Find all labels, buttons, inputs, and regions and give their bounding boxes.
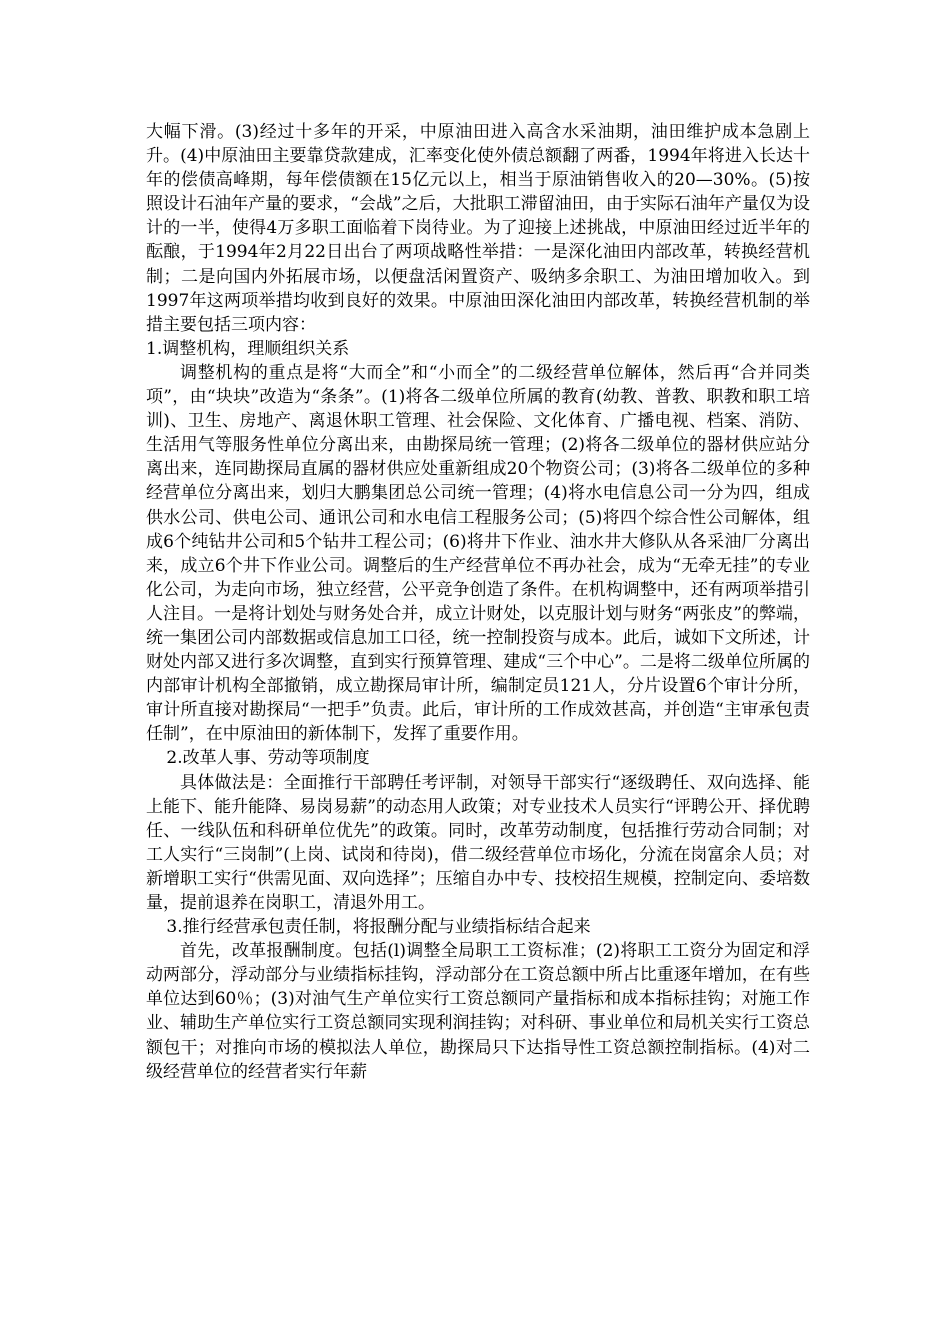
body-paragraph-4: 首先，改革报酬制度。包括(l)调整全局职工工资标准；(2)将职工工资分为固定和浮动两部分，浮动部分与业绩指标挂钩，浮动部分在工资总额中所占比重逐年增加，在有些单位达到60％；(3)对油气生产单位实行工资总额同产量指标和成本指标挂钩；对施工作业、辅助生产单位实行工资总额同实现利润挂钩；对科研、事业单位和局机关实行工资总额包干；对推向市场的模拟法人单位，勘探局只下达指导性工资总额控制指标。(4)对二级经营单位的经营者实行年薪	[146, 941, 810, 1082]
section-heading-1: 1.调整机构，理顺组织关系	[146, 338, 350, 359]
section-heading-3: 3.推行经营承包责任制，将报酬分配与业绩指标结合起来	[166, 917, 591, 938]
section-heading-2: 2.改革人事、劳动等项制度	[166, 748, 370, 769]
body-paragraph-3: 具体做法是：全面推行干部聘任考评制，对领导干部实行“逐级聘任、双向选择、能上能下、能升能降、易岗易薪”的动态用人政策；对专业技术人员实行“评聘公开、择优聘任、一线队伍和科研单位优先”的政策。同时，改革劳动制度，包括推行劳动合同制；对工人实行“三岗制”(上岗、试岗和待岗)，借二级经营单位市场化，分流在岗富余人员；对新增职工实行“供需见面、双向选择”；压缩自办中专、技校招生规模，控制定向、委培数量，提前退养在岗职工，清退外用工。	[146, 772, 810, 913]
body-paragraph-1: 大幅下滑。(3)经过十多年的开采，中原油田进入高含水采油期，油田维护成本急剧上升。(4)中原油田主要靠贷款建成，汇率变化使外债总额翻了两番，1994年将进入长达十年的偿债高峰期，每年偿债额在15亿元以上，相当于原油销售收入的20—30%。(5)按照设计石油年产量的要求，“会战”之后，大批职工滞留油田，由于实际石油年产量仅为设计的一半，使得4万多职工面临着下岗待业。为了迎接上述挑战，中原油田经过近半年的酝酿，于1994年2月22日出台了两项战略性举措：一是深化油田内部改革，转换经营机制；二是向国内外拓展市场，以便盘活闲置资产、吸纳多余职工、为油田增加收入。到1997年这两项举措均收到良好的效果。中原油田深化油田内部改革，转换经营机制的举措主要包括三项内容：	[146, 122, 810, 335]
document-page	[146, 120, 810, 1084]
body-paragraph-2: 调整机构的重点是将“大而全”和“小而全”的二级经营单位解体，然后再“合并同类项”，由“块块”改造为“条条”。(1)将各二级单位所属的教育(幼教、普教、职教和职工培训)、卫生、房地产、离退休职工管理、社会保险、文化体育、广播电视、档案、消防、生活用气等服务性单位分离出来，由勘探局统一管理；(2)将各二级单位的器材供应站分离出来，连同勘探局直属的器材供应处重新组成20个物资公司；(3)将各二级单位的多种经营单位分离出来，划归大鹏集团总公司统一管理；(4)将水电信息公司一分为四，组成供水公司、供电公司、通讯公司和水电信工程服务公司；(5)将四个综合性公司解体，组成6个纯钻井公司和5个钻井工程公司；(6)将井下作业、油水井大修队从各采油厂分离出来，成立6个井下作业公司。调整后的生产经营单位不再办社会，成为“无牵无挂”的专业化公司，为走向市场，独立经营，公平竞争创造了条件。在机构调整中，还有两项举措引人注目。一是将计划处与财务处合并，成立计财处，以克服计划与财务“两张皮”的弊端，统一集团公司内部数据或信息加工口径，统一控制投资与成本。此后，诚如下文所述，计财处内部又进行多次调整，直到实行预算管理、建成“三个中心”。二是将二级单位所属的内部审计机构全部撤销，成立勘探局审计所，编制定员121人，分片设置6个审计分所，审计所直接对勘探局“一把手”负责。此后，审计所的工作成效甚高，并创造“主审承包责任制”，在中原油田的新体制下，发挥了重要作用。	[146, 362, 810, 745]
